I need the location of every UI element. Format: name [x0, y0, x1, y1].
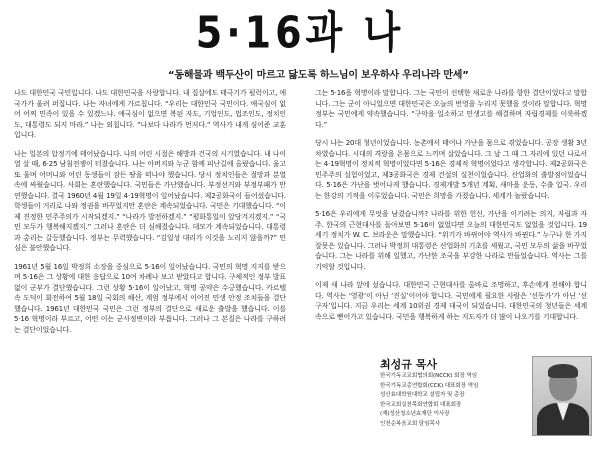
credential-line: 인천순복음교회 담임목사: [380, 420, 441, 427]
author-credentials: [380, 372, 530, 430]
author-name: 최성규: [380, 358, 412, 371]
photo-hair-shape: [548, 364, 578, 378]
page-subtitle: “동해물과 백두산이 마르고 닳도록 하느님이 보우하사 우리나라 만세”: [168, 70, 469, 81]
title-area: [0, 0, 600, 56]
credential-line: 한국기독교총연합회(CCK) 대표회장 역임: [380, 382, 479, 389]
author-role: 목사: [415, 358, 437, 371]
paragraph: 5·16은 우리에게 무엇을 남겼습니까? 나라를 위한 헌신, 가난을 이기려는 의지, 자립과 자주. 한국의 근현대사를 돌아보면 5·16이 없었다면 오늘의 대한민국도 없었을 것입니다. 19세기 정치가 W. C. 브라운은 말했습니다. “위기가 바뀌어야 역사가 바뀐다.” 누구나 한 가지 잘못은 있습니다. 그러나 박정희 대통령은 산업화의 기초를 세웠고, 국민 모두의 삶을 바꾸었습니다. 그는 나라를 위해 일했고, 가난한 조국을 부강한 나라로 만들었습니다. 역사는 그를 기억할 것입니다.: [315, 210, 587, 271]
credential-line: 한국기독교교회협의회(NCCK) 회장 역임: [380, 373, 478, 379]
author-box: [380, 356, 592, 448]
author-photo: [532, 356, 592, 436]
page-title: 5·16과 나: [195, 6, 405, 58]
credential-line: (재)성산청소년효재단 이사장: [380, 411, 450, 418]
paragraph: 나는 일본의 압정기에 태어났습니다. 나의 어린 시절은 해방과 건국의 시기였습니다. 내 나이 열 살 때, 6·25 남침전쟁이 터졌습니다. 나는 아버지와 누군 함께 피난길에 올랐습니다. 울고 또 울며 어머니와 어린 동생들이 잠든 땅을 떠나야 했습니다. 당시 정치인들은 절망과 분열 속에 싸웠습니다. 사회는 혼란했습니다. 국민들은 가난했습니다. 부정선거와 부정부패가 만연했습니다. 결국 1960년 4월 19일 4·19혁명이 일어났습니다. 제2공화국이 들어섰습니다. 학생들이 거리로 나와 정권을 바꾸었지만 혼란은 계속되었습니다. 국민은 기대했습니다. “이제 진정한 민주주의가 시작되겠지.” “나라가 발전하겠지.” “평화통일이 앞당겨지겠지.” “국민 모두가 행복해지겠지.” 그러나 혼란은 더 심해졌습니다. 데모가 계속되었습니다. 대통령과 총리는 갈등했습니다. 정부는 무력했습니다. “김일성 대리가 이것을 노리지 않을까?” 민심은 불안했습니다.: [14, 149, 286, 252]
credential-line: 한국교회실천목회연합회 대표회장: [380, 401, 462, 408]
left-column: [14, 88, 286, 450]
credential-line: 성산효대학원대학교 설립자 및 총장: [380, 392, 465, 399]
paragraph: 당시 나는 20대 청년이었습니다. 농촌에서 태어나 가난을 몸으로 겪었습니다. 공장 생활 3년 차였습니다. 시대의 격랑을 온몸으로 느끼며 살았습니다. 그 날 그 때 그 자리에 있던 나로서는 4·19혁명이 정치적 혁명이었다면 5·16은 경제적 혁명이었다고 생각합니다. 제2공화국은 민주주의 실험이었고, 제3공화국은 경제 건설의 실천이었습니다. 산업화의 출발점이었습니다. 5·16은 가난을 벗어나게 했습니다. 경제개발 5개년 계획, 새마을 운동, 수출 입국. 우리는 한강의 기적을 이루었습니다. 국민은 희망을 가졌습니다. 세계가 놀랐습니다.: [315, 139, 587, 200]
paragraph: 그는 5·16을 혁명이라 말합니다. 그는 국민이 선택한 새로운 나라를 향한 결단이었다고 말합니다. 그는 군이 아니었으면 대한민국은 오늘의 번영을 누리지 못했을 것이라 말합니다. 혁명 정부는 국민에게 약속했습니다. “구악을 일소하고 민생고를 해결하며 자립경제를 이룩하겠다.”: [315, 89, 587, 129]
paragraph: 이제 새 나라 앞에 섰습니다. 대한민국 근현대사를 올바로 조명하고, 후손에게 전해야 합니다. 역사는 ‘영광’이 아닌 ‘진실’이어야 합니다. 국민에게 필요한 사람은 ‘선동가’가 아닌 ‘선구자’입니다. 지금 우리는 세계 10위권 경제 대국이 되었습니다. 대한민국의 청년들은 세계 속으로 뻗어가고 있습니다. 국민을 행복하게 하는 지도자가 더 많이 나오기를 기대합니다.: [315, 281, 587, 321]
paragraph: 나도 대한민국 국민입니다. 나도 대한민국을 사랑합니다. 내 집살에도 태극기가 펄럭이고, 애국가가 울려 퍼집니다. 나는 자녀에게 가르칩니다. “우리는 대한민국 국민이다. 애국심이 없어 어찌 민족이 있을 수 있겠느냐. 애국심이 없으면 복된 자도, 기업인도, 법조인도, 정치인도, 대통령도 되지 마라.” 나는 외칩니다. “나보다 나라가 먼저다.” 역사가 내게 심어준 교훈입니다.: [14, 89, 286, 139]
paragraph: 1961년 5월 16일 박정희 소장을 중심으로 5·16이 일어났습니다. 국민의 혁명 지지를 받으며 5·16은 그 상황에 대한 응답으로 10여 차례나 보고 받았다고 합니다. 구체적인 정부 발표 없이 군부가 결단했습니다. 그런 상황 5·16이 일어났고, 혁명 공약은 수긍했습니다. 카르텔 속 도덕이 회전하여 5월 18일 국회의 해산, 계엄 정부에서 이어진 민생 안정 조치들을 결단했습니다. 1961년 대한민국 국민은 그런 정부의 결단으로 새로운 출발을 했습니다. 이를 5·16 혁명이라 부르고, 어떤 이는 군사정변이라 부릅니다. 그러나 그 본질은 나라를 구하려는 결단이었습니다.: [14, 262, 286, 334]
author-name-line: [380, 356, 437, 372]
